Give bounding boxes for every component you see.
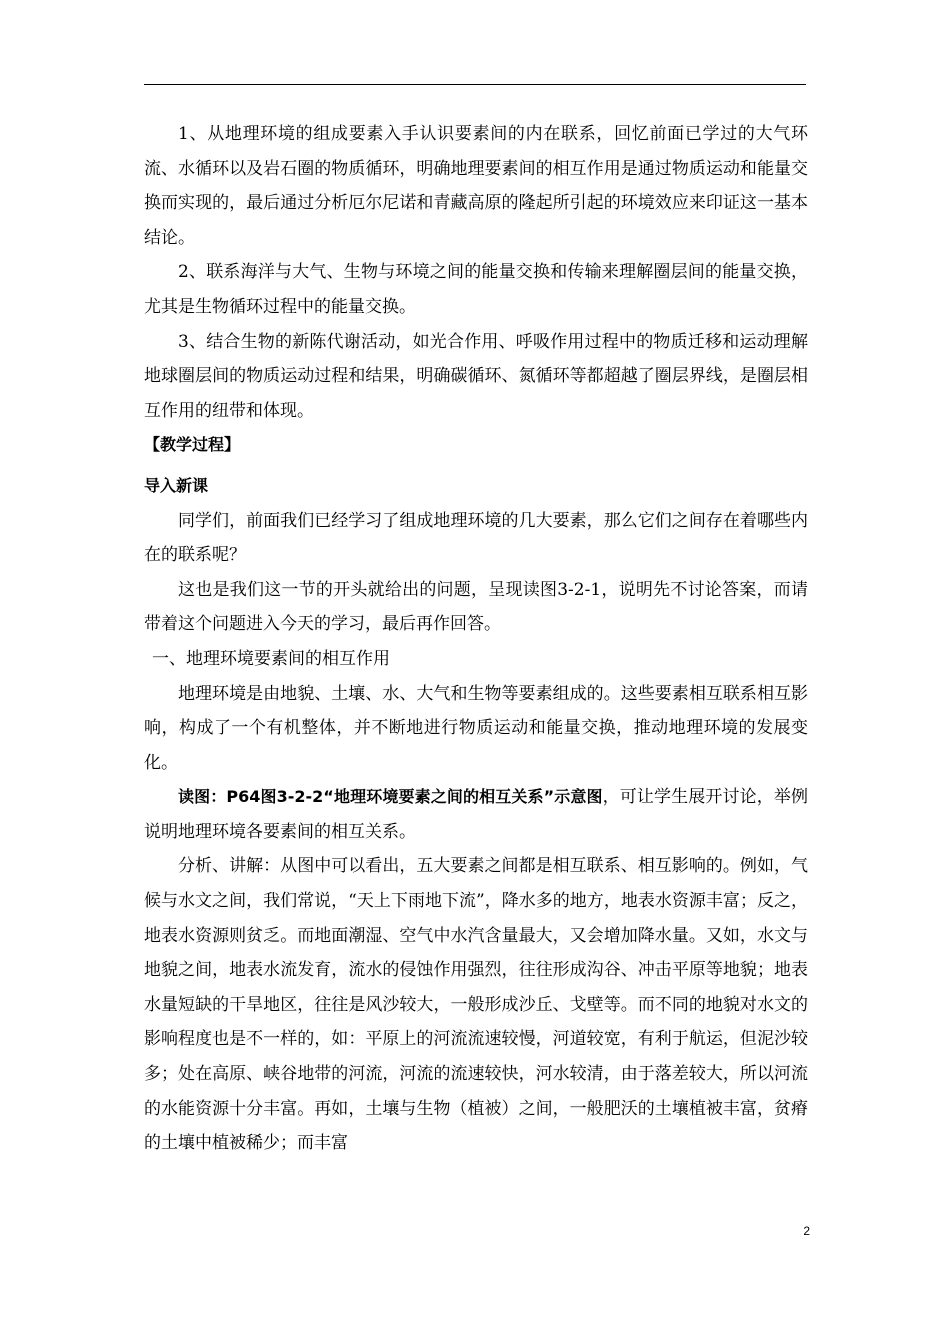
lesson-paragraph-2: 这也是我们这一节的开头就给出的问题，呈现读图3-2-1，说明先不讨论答案，而请带着这个问题进入今天的学习，最后再作回答。	[144, 579, 808, 635]
page-number: 2	[803, 1224, 810, 1238]
section-1-paragraph: 地理环境是由地貌、土壤、水、大气和生物等要素组成的。这些要素相互联系相互影响，构成了一个有机整体，并不断地进行物质运动和能量交换，推动地理环境的发展变化。	[144, 683, 808, 773]
heading-teaching-process: 【教学过程】	[144, 435, 241, 455]
heading-intro-lesson: 导入新课	[144, 475, 209, 495]
read-figure-rest: ，可让学生展开讨论，举例说明地理环境各要素间的相互关系。	[144, 787, 808, 842]
intro-paragraph-2: 2、联系海洋与大气、生物与环境之间的能量交换和传输来理解圈层间的能量交换，尤其是生物循环过程中的能量交换。	[144, 262, 808, 317]
section-1-title: 一、地理环境要素间的相互作用	[152, 648, 390, 669]
analysis-paragraph: 分析、讲解：从图中可以看出，五大要素之间都是相互联系、相互影响的。例如，气候与水文之间，我们常说，“天上下雨地下流”，降水多的地方，地表水资源丰富；反之，地表水资源则贫乏。而地面潮湿、空气中水汽含量最大，又会增加降水量。又如，水文与地貌之间，地表水流发育，流水的侵蚀作用强烈，往往形成沟谷、冲击平原等地貌；地表水量短缺的干旱地区，往往是风沙较大，一般形成沙丘、戈壁等。而不同的地貌对水文的影响程度也是不一样的，如：平原上的河流流速较慢，河道较宽，有利于航运，但泥沙较多；处在高原、峡谷地带的河流，河流的流速较快，河水较清，由于落差较大，所以河流的水能资源十分丰富。再如，土壤与生物（植被）之间，一般肥沃的土壤植被丰富，贫瘠的土壤中植被稀少；而丰富	[144, 856, 808, 1154]
read-figure-paragraph	[144, 780, 808, 849]
read-figure-bold: 读图：P64图3-2-2“地理环境要素之间的相互关系”示意图	[178, 787, 603, 807]
intro-paragraph-3: 3、结合生物的新陈代谢活动，如光合作用、呼吸作用过程中的物质迁移和运动理解地球圈层间的物质运动过程和结果，明确碳循环、氮循环等都超越了圈层界线，是圈层相互作用的纽带和体现。	[144, 331, 808, 421]
intro-paragraph-1: 1、从地理环境的组成要素入手认识要素间的内在联系，回忆前面已学过的大气环流、水循环以及岩石圈的物质循环，明确地理要素间的相互作用是通过物质运动和能量交换而实现的，最后通过分析厄尔尼诺和青藏高原的隆起所引起的环境效应来印证这一基本结论。	[144, 124, 808, 248]
document-body	[144, 117, 808, 1161]
header-rule	[144, 84, 806, 85]
lesson-paragraph-1: 同学们，前面我们已经学习了组成地理环境的几大要素，那么它们之间存在着哪些内在的联系呢？	[144, 510, 808, 566]
